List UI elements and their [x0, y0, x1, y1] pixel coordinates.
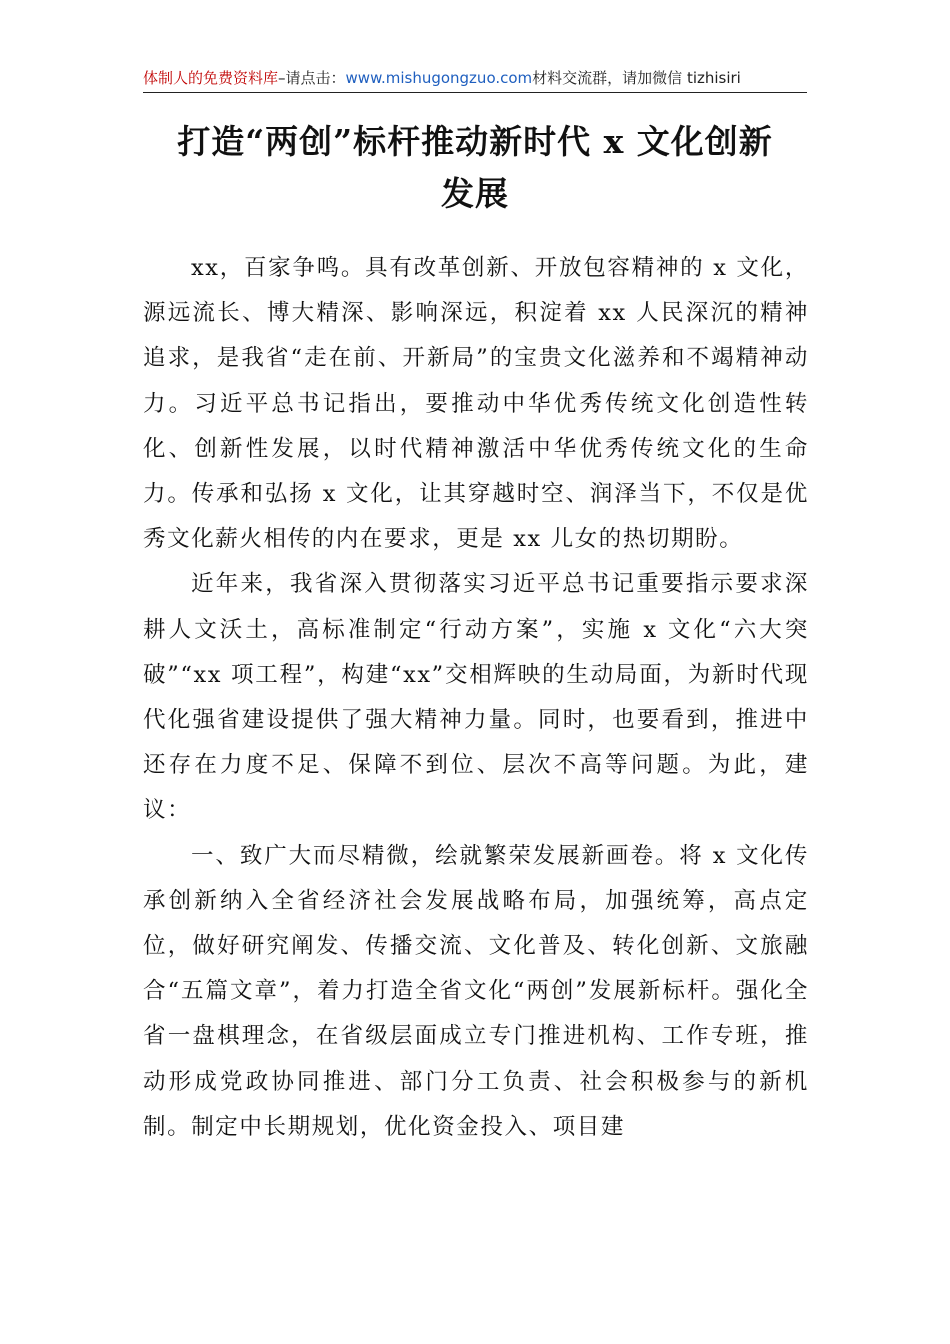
document-title-line-1: 打造“两创”标杆推动新时代 x 文化创新 — [177, 122, 773, 161]
document-title-line-2: 发展 — [441, 174, 509, 213]
body-paragraph-1: xx，百家争鸣。具有改革创新、开放包容精神的 x 文化，源远流长、博大精深、影响深远，积淀着 xx 人民深沉的精神追求，是我省“走在前、开新局”的宝贵文化滋养和不竭精神动力。习近平总书记指出，要推动中华优秀传统文化创造性转化、创新性发展，以时代精神激活中华优秀传统文化的生命力。传承和弘扬 x 文化，让其穿越时空、润泽当下，不仅是优秀文化薪火相传的内在要求，更是 xx 儿女的热切期盼。 — [143, 255, 809, 553]
header-click-prompt: –请点击： — [278, 69, 346, 87]
body-paragraph-3: 一、致广大而尽精微，绘就繁荣发展新画卷。将 x 文化传承创新纳入全省经济社会发展战略布局，加强统筹，高点定位，做好研究阐发、传播交流、文化普及、转化创新、文旅融合“五篇文章”，着力打造全省文化“两创”发展新标杆。强化全省一盘棋理念，在省级层面成立专门推进机构、工作专班，推动形成党政协同推进、部门分工负责、社会积极参与的新机制。制定中长期规划，优化资金投入、项目建 — [143, 842, 809, 1140]
document-title — [143, 116, 807, 220]
header-url-link[interactable]: www.mishugongzuo.com — [345, 69, 533, 87]
header-contact-text: 材料交流群，请加微信 tizhisiri — [532, 69, 741, 87]
page-header — [143, 66, 807, 93]
header-library-name: 体制人的免费资料库 — [143, 69, 279, 87]
body-paragraph-2: 近年来，我省深入贯彻落实习近平总书记重要指示要求深耕人文沃土，高标准制定“行动方案”，实施 x 文化“六大突破”“xx 项工程”，构建“xx”交相辉映的生动局面，为新时代现代化强省建设提供了强大精神力量。同时，也要看到，推进中还存在力度不足、保障不到位、层次不高等问题。为此，建议： — [143, 571, 809, 824]
document-body — [143, 246, 809, 1150]
